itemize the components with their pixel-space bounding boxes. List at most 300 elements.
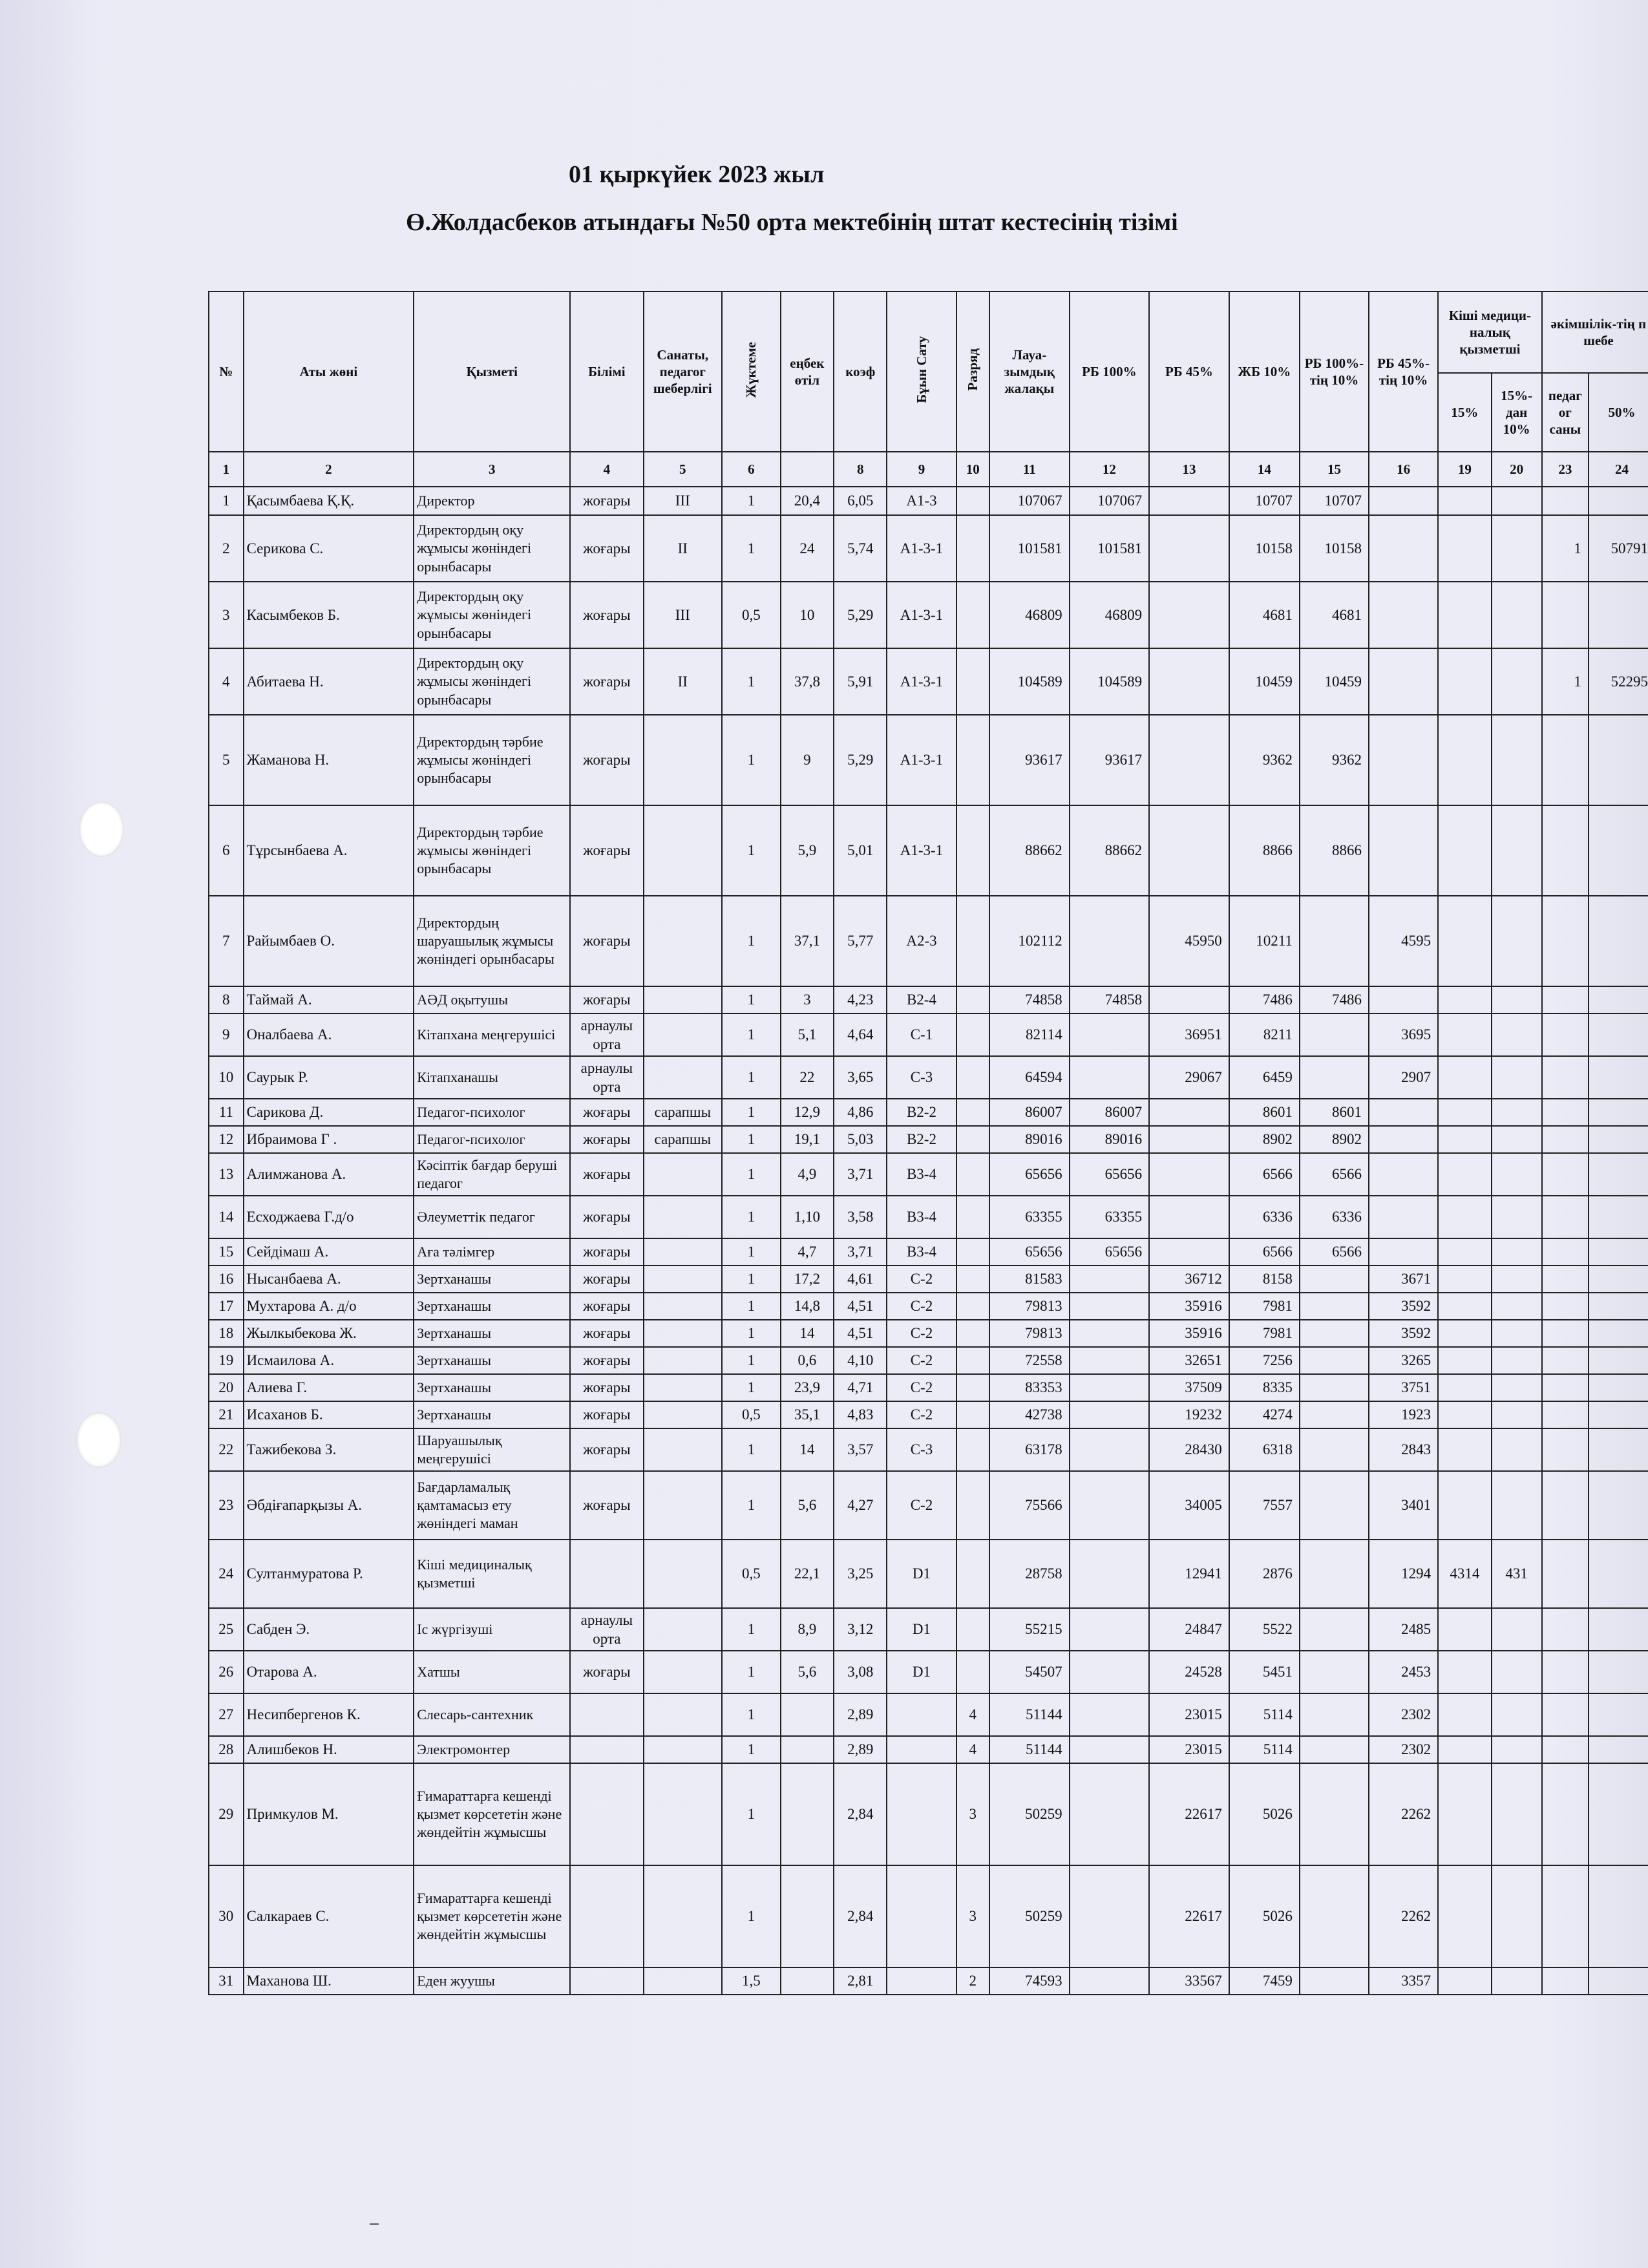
cell-rb45 [1149,487,1229,515]
cell-rank [956,1651,989,1693]
cell-ped-count [1542,582,1589,648]
cell-rb45-10 [1369,1196,1438,1238]
cell-employee-name: Жылкыбекова Ж. [244,1320,414,1347]
cell-category [644,1471,723,1540]
cell-p50 [1589,1401,1648,1428]
cell-rb45-10: 2453 [1369,1651,1438,1693]
cell-rb100-10 [1300,1736,1369,1763]
cell-rb100: 65656 [1070,1238,1150,1266]
cell-med15-10 [1492,1196,1542,1238]
cell-med15 [1438,896,1491,986]
cell-p50 [1589,1153,1648,1196]
cell-experience: 4,9 [781,1153,834,1196]
cell-rb45-10: 4595 [1369,896,1438,986]
cell-education [570,1967,643,1995]
cell-med15-10 [1492,515,1542,582]
cell-med15-10 [1492,1266,1542,1293]
cell-employee-name: Исмаилова А. [244,1347,414,1374]
header-education: Білімі [570,291,643,452]
cell-rb45-10 [1369,805,1438,896]
cell-salary: 28758 [989,1540,1070,1608]
cell-med15 [1438,1374,1491,1401]
cell-rank [956,986,989,1013]
cell-rb100-10 [1300,1401,1369,1428]
cell-rb45 [1149,648,1229,715]
cell-rb100 [1070,1374,1150,1401]
cell-education: жоғары [570,1651,643,1693]
column-index-cell: 8 [834,452,887,487]
cell-category [644,896,723,986]
cell-load: 1 [722,1293,781,1320]
cell-zhb10: 8211 [1229,1013,1300,1056]
cell-rb45-10: 2302 [1369,1736,1438,1763]
cell-p50 [1589,1347,1648,1374]
cell-load: 1 [722,515,781,582]
cell-row-number: 27 [209,1693,244,1736]
cell-block: B2-4 [887,986,956,1013]
cell-ped-count [1542,487,1589,515]
cell-category: II [644,648,723,715]
cell-load: 1 [722,896,781,986]
cell-category [644,1320,723,1347]
cell-coefficient: 5,29 [834,715,887,805]
cell-coefficient: 4,61 [834,1266,887,1293]
cell-row-number: 22 [209,1428,244,1471]
cell-rb45-10 [1369,986,1438,1013]
cell-rank [956,1196,989,1238]
cell-rb100-10: 10459 [1300,648,1369,715]
cell-p50 [1589,1013,1648,1056]
cell-experience: 37,1 [781,896,834,986]
cell-med15-10 [1492,1056,1542,1099]
cell-rb45-10 [1369,515,1438,582]
cell-position: Директордың оқу жұмысы жөніндегі орынбасары [414,648,570,715]
cell-block: C-3 [887,1056,956,1099]
cell-block: A1-3-1 [887,515,956,582]
cell-block [887,1736,956,1763]
cell-load: 0,5 [722,582,781,648]
cell-zhb10: 7459 [1229,1967,1300,1995]
cell-ped-count [1542,1196,1589,1238]
column-index-cell: 20 [1492,452,1542,487]
cell-med15-10 [1492,1608,1542,1651]
cell-rb100 [1070,1013,1150,1056]
cell-zhb10: 8335 [1229,1374,1300,1401]
cell-p50 [1589,805,1648,896]
cell-rb45 [1149,715,1229,805]
cell-coefficient: 3,71 [834,1238,887,1266]
cell-p50 [1589,1651,1648,1693]
cell-ped-count [1542,1401,1589,1428]
cell-row-number: 26 [209,1651,244,1693]
cell-experience: 12,9 [781,1099,834,1126]
cell-category [644,1196,723,1238]
cell-rank [956,1126,989,1153]
cell-category [644,1056,723,1099]
header-med15: 15% [1438,373,1491,452]
cell-p50 [1589,986,1648,1013]
cell-rank [956,805,989,896]
cell-zhb10: 7981 [1229,1293,1300,1320]
cell-rb100-10 [1300,1374,1369,1401]
header-zhb10: ЖБ 10% [1229,291,1300,452]
cell-rb100-10 [1300,896,1369,986]
cell-employee-name: Мухтарова А. д/о [244,1293,414,1320]
cell-med15 [1438,1967,1491,1995]
cell-p50 [1589,1471,1648,1540]
cell-employee-name: Алишбеков Н. [244,1736,414,1763]
cell-education [570,1865,643,1967]
cell-education: жоғары [570,1153,643,1196]
cell-med15 [1438,1056,1491,1099]
cell-med15 [1438,1293,1491,1320]
cell-employee-name: Салкараев С. [244,1865,414,1967]
cell-coefficient: 5,29 [834,582,887,648]
cell-load: 1 [722,715,781,805]
table-row [209,1651,1648,1693]
cell-zhb10: 5522 [1229,1608,1300,1651]
cell-rb45 [1149,582,1229,648]
cell-category [644,986,723,1013]
table-row [209,1056,1648,1099]
cell-load: 1 [722,1056,781,1099]
cell-education: жоғары [570,715,643,805]
cell-block: A1-3-1 [887,805,956,896]
table-row [209,1736,1648,1763]
cell-med15-10 [1492,1374,1542,1401]
cell-load: 1 [722,805,781,896]
cell-row-number: 9 [209,1013,244,1056]
cell-education: жоғары [570,582,643,648]
cell-experience [781,1763,834,1865]
cell-position: Ғимараттарға кешенді қызмет көрсететін және жөндейтін жұмысшы [414,1865,570,1967]
cell-experience: 9 [781,715,834,805]
cell-med15 [1438,1013,1491,1056]
cell-med15 [1438,1651,1491,1693]
cell-rb45-10 [1369,487,1438,515]
cell-category [644,1763,723,1865]
cell-zhb10: 6566 [1229,1153,1300,1196]
cell-coefficient: 2,89 [834,1736,887,1763]
cell-rb100: 88662 [1070,805,1150,896]
cell-rb100-10 [1300,1608,1369,1651]
cell-position: Әлеуметтік педагог [414,1196,570,1238]
cell-med15-10 [1492,1428,1542,1471]
cell-rb100-10 [1300,1293,1369,1320]
cell-p50 [1589,1608,1648,1651]
cell-coefficient: 5,77 [834,896,887,986]
cell-coefficient: 4,83 [834,1401,887,1428]
cell-rb100-10: 6566 [1300,1238,1369,1266]
cell-experience: 14,8 [781,1293,834,1320]
cell-row-number: 5 [209,715,244,805]
cell-rb45-10 [1369,648,1438,715]
cell-rb45 [1149,515,1229,582]
cell-position: Шаруашылық меңгерушісі [414,1428,570,1471]
cell-med15-10 [1492,1293,1542,1320]
cell-zhb10: 7486 [1229,986,1300,1013]
cell-rank [956,1540,989,1608]
cell-rb45 [1149,1196,1229,1238]
cell-ped-count [1542,1693,1589,1736]
cell-coefficient: 4,10 [834,1347,887,1374]
cell-rb45-10: 3265 [1369,1347,1438,1374]
header-rank [956,291,989,452]
cell-row-number: 12 [209,1126,244,1153]
cell-load: 1 [722,648,781,715]
column-index-cell: 16 [1369,452,1438,487]
header-rank-text: Разряд [965,348,981,391]
cell-rb45: 33567 [1149,1967,1229,1995]
cell-ped-count [1542,1865,1589,1967]
header-category: Санаты, педагог шеберлігі [644,291,723,452]
punch-hole [76,1412,121,1468]
cell-load: 1 [722,1153,781,1196]
cell-experience: 20,4 [781,487,834,515]
table-row [209,1401,1648,1428]
cell-employee-name: Қасымбаева Қ.Қ. [244,487,414,515]
cell-employee-name: Ибраимова Г . [244,1126,414,1153]
cell-rank: 3 [956,1865,989,1967]
cell-row-number: 21 [209,1401,244,1428]
cell-ped-count [1542,1293,1589,1320]
column-index-cell: 1 [209,452,244,487]
header-block-text: Бұын Сату [913,335,929,403]
cell-position: Директордың оқу жұмысы жөніндегі орынбасары [414,515,570,582]
cell-rb100: 89016 [1070,1126,1150,1153]
cell-ped-count [1542,986,1589,1013]
cell-med15-10 [1492,1013,1542,1056]
cell-rank [956,1320,989,1347]
cell-position: Бағдарламалық қамтамасыз ету жөніндегі маман [414,1471,570,1540]
cell-p50 [1589,896,1648,986]
cell-med15-10 [1492,1763,1542,1865]
cell-salary: 79813 [989,1293,1070,1320]
cell-row-number: 30 [209,1865,244,1967]
cell-salary: 54507 [989,1651,1070,1693]
cell-rb100-10 [1300,1347,1369,1374]
cell-employee-name: Алимжанова А. [244,1153,414,1196]
cell-category [644,1651,723,1693]
cell-med15 [1438,1238,1491,1266]
cell-rank [956,1401,989,1428]
cell-category [644,1693,723,1736]
cell-employee-name: Касымбеков Б. [244,582,414,648]
cell-rb45: 36951 [1149,1013,1229,1056]
cell-education: жоғары [570,648,643,715]
cell-ped-count [1542,1967,1589,1995]
cell-row-number: 3 [209,582,244,648]
cell-rb45 [1149,1238,1229,1266]
cell-med15 [1438,986,1491,1013]
cell-row-number: 31 [209,1967,244,1995]
cell-coefficient: 3,65 [834,1056,887,1099]
cell-p50 [1589,1736,1648,1763]
cell-rb100-10 [1300,1763,1369,1865]
cell-rb45 [1149,986,1229,1013]
cell-p50: 52295 [1589,648,1648,715]
table-row [209,1347,1648,1374]
cell-rb100 [1070,1056,1150,1099]
cell-employee-name: Исаханов Б. [244,1401,414,1428]
cell-rb100 [1070,1428,1150,1471]
cell-rb45-10: 2262 [1369,1865,1438,1967]
cell-position: Директордың шаруашылық жұмысы жөніндегі орынбасары [414,896,570,986]
cell-position: Зертханашы [414,1374,570,1401]
cell-ped-count [1542,1736,1589,1763]
cell-load: 1 [722,1320,781,1347]
table-row [209,1763,1648,1865]
cell-p50 [1589,1540,1648,1608]
cell-rb100-10: 6566 [1300,1153,1369,1196]
cell-rb45: 23015 [1149,1736,1229,1763]
cell-zhb10: 8902 [1229,1126,1300,1153]
cell-salary: 50259 [989,1763,1070,1865]
cell-position: Директор [414,487,570,515]
cell-rb45: 22617 [1149,1763,1229,1865]
cell-salary: 42738 [989,1401,1070,1428]
cell-rb100 [1070,1865,1150,1967]
cell-rb100-10: 8902 [1300,1126,1369,1153]
cell-salary: 51144 [989,1693,1070,1736]
cell-med15 [1438,1126,1491,1153]
cell-education: жоғары [570,1347,643,1374]
cell-employee-name: Оналбаева А. [244,1013,414,1056]
cell-position: Слесарь-сантехник [414,1693,570,1736]
cell-load: 1 [722,1196,781,1238]
column-index-cell: 4 [570,452,643,487]
cell-rank [956,1293,989,1320]
header-admin: әкімшілік-тің п шебе [1542,291,1648,373]
cell-rank: 3 [956,1763,989,1865]
cell-rb100: 63355 [1070,1196,1150,1238]
cell-rb100: 93617 [1070,715,1150,805]
cell-employee-name: Райымбаев О. [244,896,414,986]
document-date: 01 қыркүйек 2023 жыл [569,161,825,188]
cell-med15 [1438,805,1491,896]
cell-coefficient: 3,57 [834,1428,887,1471]
staff-table-container [208,291,1648,2183]
cell-experience [781,1865,834,1967]
cell-employee-name: Жаманова Н. [244,715,414,805]
cell-ped-count [1542,1374,1589,1401]
cell-load: 1 [722,1471,781,1540]
cell-rb45: 35916 [1149,1293,1229,1320]
cell-education [570,1540,643,1608]
header-medical: Кіші медици- налық қызметші [1438,291,1542,373]
cell-experience: 17,2 [781,1266,834,1293]
cell-coefficient: 4,51 [834,1320,887,1347]
table-row [209,1293,1648,1320]
cell-position: Кітапхана меңгерушісі [414,1013,570,1056]
cell-position: Кәсіптік бағдар беруші педагог [414,1153,570,1196]
cell-education: жоғары [570,487,643,515]
cell-rank [956,1374,989,1401]
cell-ped-count [1542,1099,1589,1126]
cell-load: 1 [722,1099,781,1126]
table-row [209,648,1648,715]
cell-zhb10: 4681 [1229,582,1300,648]
cell-rb100 [1070,896,1150,986]
cell-category [644,1266,723,1293]
cell-salary: 55215 [989,1608,1070,1651]
cell-rank [956,487,989,515]
cell-education: жоғары [570,1428,643,1471]
header-experience: еңбек өтіл [781,291,834,452]
cell-position: Зертханашы [414,1401,570,1428]
cell-coefficient: 4,27 [834,1471,887,1540]
cell-med15-10 [1492,1238,1542,1266]
cell-p50 [1589,715,1648,805]
cell-rank [956,648,989,715]
cell-rb45: 12941 [1149,1540,1229,1608]
cell-education: жоғары [570,805,643,896]
cell-block: C-3 [887,1428,956,1471]
cell-load: 1,5 [722,1967,781,1995]
cell-employee-name: Есходжаева Г.д/о [244,1196,414,1238]
cell-med15 [1438,1401,1491,1428]
cell-category: сарапшы [644,1126,723,1153]
cell-rb100-10: 8601 [1300,1099,1369,1126]
header-salary: Лауа- зымдық жалақы [989,291,1070,452]
cell-med15-10 [1492,1153,1542,1196]
cell-employee-name: Нысанбаева А. [244,1266,414,1293]
cell-rank [956,896,989,986]
cell-zhb10: 10459 [1229,648,1300,715]
cell-med15-10 [1492,1471,1542,1540]
cell-education: арнаулы орта [570,1056,643,1099]
cell-med15 [1438,1471,1491,1540]
table-row [209,487,1648,515]
cell-experience [781,1693,834,1736]
cell-rb100 [1070,1651,1150,1693]
cell-coefficient: 5,74 [834,515,887,582]
cell-rank [956,1013,989,1056]
cell-salary: 101581 [989,515,1070,582]
cell-block: A2-3 [887,896,956,986]
cell-rb100: 65656 [1070,1153,1150,1196]
table-row [209,1608,1648,1651]
cell-p50 [1589,1196,1648,1238]
cell-row-number: 10 [209,1056,244,1099]
cell-category [644,1540,723,1608]
cell-employee-name: Сейдімаш А. [244,1238,414,1266]
cell-rb100-10 [1300,1693,1369,1736]
cell-med15 [1438,1266,1491,1293]
cell-rb45-10 [1369,1099,1438,1126]
cell-zhb10: 5114 [1229,1736,1300,1763]
cell-ped-count [1542,1471,1589,1540]
cell-zhb10: 6318 [1229,1428,1300,1471]
cell-employee-name: Отарова А. [244,1651,414,1693]
cell-load: 1 [722,1763,781,1865]
cell-rb45-10: 3357 [1369,1967,1438,1995]
cell-rank [956,1471,989,1540]
cell-row-number: 13 [209,1153,244,1196]
cell-position: Іс жүргізуші [414,1608,570,1651]
cell-rb100 [1070,1608,1150,1651]
cell-coefficient: 2,81 [834,1967,887,1995]
cell-employee-name: Сабден Э. [244,1608,414,1651]
cell-education: жоғары [570,1238,643,1266]
cell-med15-10: 431 [1492,1540,1542,1608]
cell-block [887,1967,956,1995]
cell-ped-count [1542,715,1589,805]
cell-row-number: 8 [209,986,244,1013]
cell-rb100 [1070,1471,1150,1540]
cell-load: 1 [722,1347,781,1374]
cell-rb100 [1070,1540,1150,1608]
